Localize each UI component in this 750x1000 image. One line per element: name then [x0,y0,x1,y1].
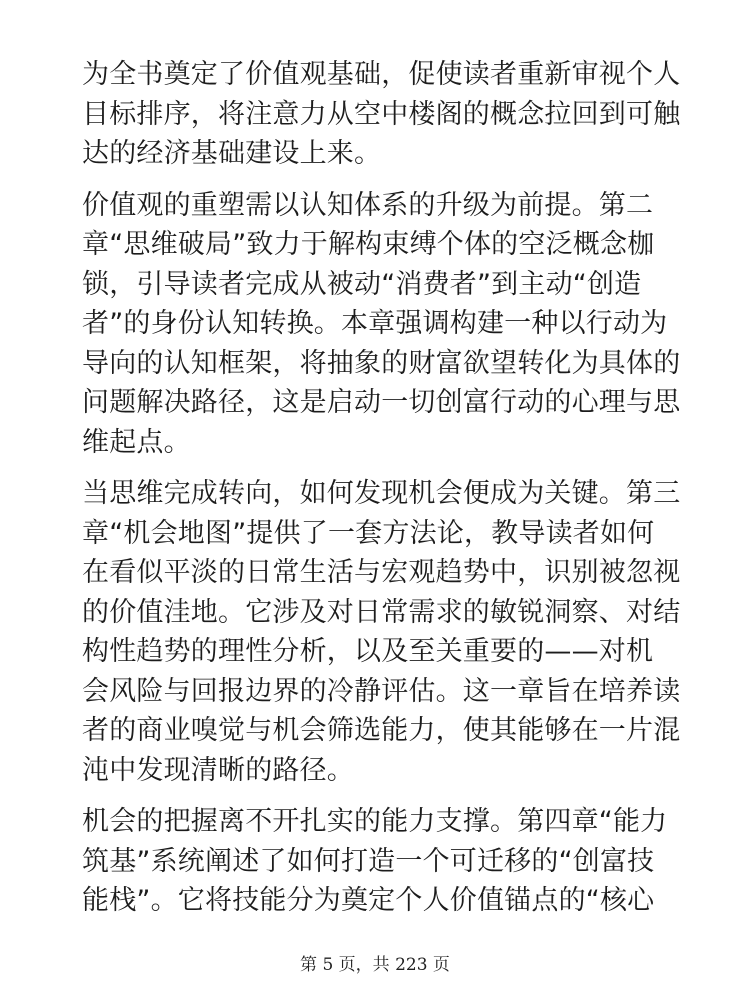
paragraph-2 [82,186,681,463]
text-line: 筑基”系统阐述了如何打造一个可迁移的“创富技 [82,845,655,877]
text-line: 的价值洼地。它涉及对日常需求的敏锐洞察、对结 [82,596,681,628]
text-line: 目标排序，将注意力从空中楼阁的概念拉回到可触 [82,98,681,130]
text-line: 构性趋势的理性分析，以及至关重要的——对机 [82,636,654,667]
text-line: 能栈”。它将技能分为奠定个人价值锚点的“核心 [82,885,655,916]
text-line: 导向的认知框架，将抽象的财富欲望转化为具体的 [82,347,681,379]
text-line: 者”的身份认知转换。本章强调构建一种以行动为 [82,308,668,339]
text-line: 问题解决路径，这是启动一切创富行动的心理与思 [82,387,681,418]
body-text [82,55,681,933]
paragraph-4 [82,802,678,921]
text-line: 机会的把握离不开扎实的能力支撑。第四章“能力 [82,806,668,837]
text-line: 会风险与回报边界的冷静评估。这一章旨在培养读 [82,675,681,707]
text-line: 维起点。 [82,426,191,458]
text-line: 当思维完成转向，如何发现机会便成为关键。第三 [82,478,681,509]
paragraph-1 [82,55,681,174]
text-line: 章“思维破局”致力于解构束缚个体的空泛概念枷 [82,229,655,260]
page-number-footer: 第 5 页，共 223 页 [300,955,450,975]
text-line: 为全书奠定了价值观基础，促使读者重新审视个人 [82,59,681,90]
text-line: 沌中发现清晰的路径。 [82,754,354,786]
text-line: 者的商业嗅觉与机会筛选能力，使其能够在一片混 [82,715,681,746]
text-line: 价值观的重塑需以认知体系的升级为前提。第二 [82,189,654,221]
paragraph-3 [82,474,681,790]
text-line: 锁，引导读者完成从被动“消费者”到主动“创造 [82,268,642,300]
text-line: 在看似平淡的日常生活与宏观趋势中，识别被忽视 [82,557,681,588]
text-line: 章“机会地图”提供了一套方法论，教导读者如何 [82,517,655,549]
text-line: 达的经济基础建设上来。 [82,138,382,169]
